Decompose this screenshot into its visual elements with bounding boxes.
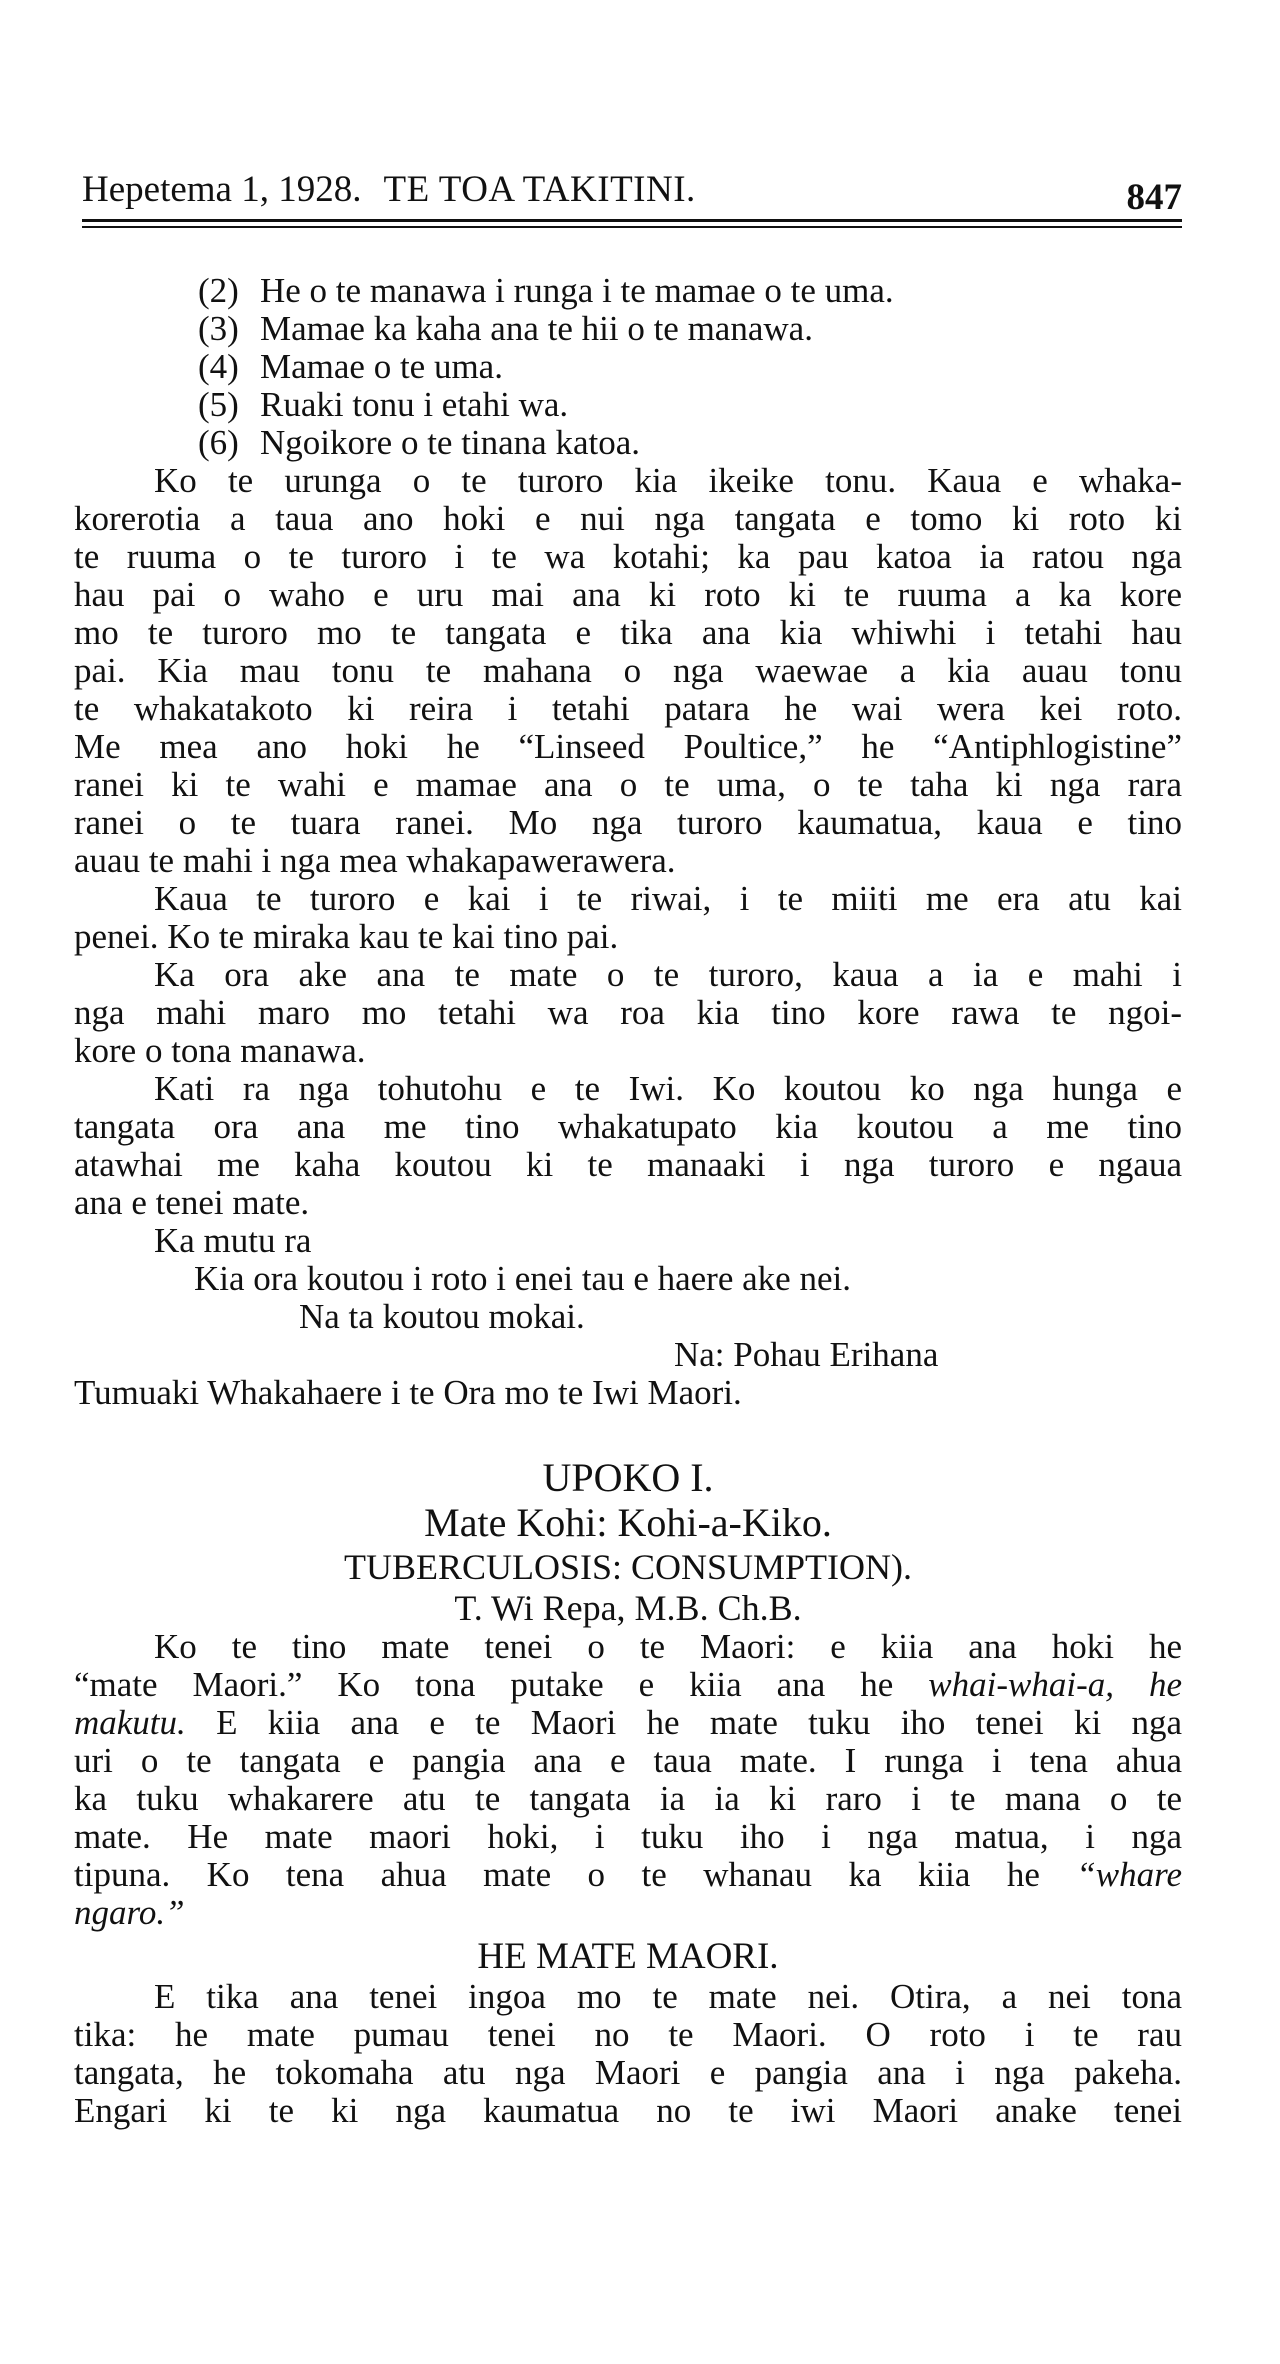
closing-greeting: Kia ora koutou i roto i enei tau e haere ake nei. [194,1260,851,1298]
chapter-subtitle: Mate Kohi: Kohi-a-Kiko. [424,1500,832,1545]
text-line: tipuna. Ko tena ahua mate o te whanau ka kiia he “whare [74,1856,1182,1894]
text-line: auau te mahi i nga mea whakapawerawera. [74,842,676,880]
text-line: tangata, he tokomaha atu nga Maori e pangia ana i nga pakeha. [74,2054,1182,2092]
signatory-position: Tumuaki Whakahaere i te Ora mo te Iwi Maori. [74,1374,742,1412]
symptom-item: (6) Ngoikore o te tinana katoa. [198,424,641,462]
text-line: mate. He mate maori hoki, i tuku iho i nga matua, i nga [74,1818,1182,1856]
text-line: Ko te tino mate tenei o te Maori: e kiia ana hoki he [154,1628,1182,1666]
text-line: uri o te tangata e pangia ana e taua mate. I runga i tena ahua [74,1742,1182,1780]
publication-title: TE TOA TAKITINI. [383,169,696,210]
text-line: ranei ki te wahi e mamae ana o te uma, o te taha ki nga rara [74,766,1182,804]
chapter-author: T. Wi Repa, M.B. Ch.B. [454,1588,802,1628]
symptom-item: (2) He o te manawa i runga i te mamae o te uma. [198,272,894,310]
text-line: pai. Kia mau tonu te mahana o nga waewae a kia auau tonu [74,652,1182,690]
text-line: Kaua te turoro e kai i te riwai, i te miiti me era atu kai [154,880,1182,918]
chapter-english-title: TUBERCULOSIS: CONSUMPTION). [343,1547,913,1587]
symptom-item: (3) Mamae ka kaha ana te hii o te manawa. [198,310,813,348]
text-line: Engari ki te ki nga kaumatua no te iwi Maori anake tenei [74,2092,1182,2130]
symptom-item: (4) Mamae o te uma. [198,348,503,386]
text-line: Kati ra nga tohutohu e te Iwi. Ko koutou ko nga hunga e [154,1070,1182,1108]
page-number: 847 [1126,177,1182,218]
text-line: mo te turoro mo te tangata e tika ana kia whiwhi i tetahi hau [74,614,1182,652]
text-line: Me mea ano hoki he “Linseed Poultice,” he “Antiphlogistine” [74,728,1182,766]
text-line: Ka ora ake ana te mate o te turoro, kaua a ia e mahi i [154,956,1182,994]
text-line: ranei o te tuara ranei. Mo nga turoro kaumatua, kaua e tino [74,804,1182,842]
header-date: Hepetema 1, 1928. [82,169,362,210]
section-heading: HE MATE MAORI. [477,1936,779,1977]
body-text [74,272,1182,2130]
text-line: “mate Maori.” Ko tona putake e kiia ana he whai-whai-a, he [74,1666,1182,1704]
header-rule-thin [82,226,1182,228]
text-line: makutu. E kiia ana e te Maori he mate tuku iho tenei ki nga [74,1704,1182,1742]
closing-salutation: Ka mutu ra [154,1222,312,1260]
text-line: ana e tenei mate. [74,1184,310,1222]
chapter-heading: UPOKO I. [542,1455,714,1500]
text-line: E tika ana tenei ingoa mo te mate nei. Otira, a nei tona [154,1978,1182,2016]
header-left [82,168,696,211]
header-rule-thick [82,219,1182,222]
text-line: atawhai me kaha koutou ki te manaaki i nga turoro e ngaua [74,1146,1182,1184]
signature: Na: Pohau Erihana [674,1336,939,1374]
text-line: te whakatakoto ki reira i tetahi patara he wai wera kei roto. [74,690,1182,728]
text-line: tika: he mate pumau tenei no te Maori. O roto i te rau [74,2016,1182,2054]
text-line: nga mahi maro mo tetahi wa roa kia tino kore rawa te ngoi- [74,994,1182,1032]
running-header [82,168,1182,216]
text-line: hau pai o waho e uru mai ana ki roto ki te ruuma a ka kore [74,576,1182,614]
text-line: korerotia a taua ano hoki e nui nga tangata e tomo ki roto ki [74,500,1182,538]
closing-farewell: Na ta koutou mokai. [299,1298,585,1336]
text-line: kore o tona manawa. [74,1032,366,1070]
section-gap [74,1412,1182,1452]
text-line: penei. Ko te miraka kau te kai tino pai. [74,918,619,956]
text-line: ka tuku whakarere atu te tangata ia ia ki raro i te mana o te [74,1780,1182,1818]
text-line: Ko te urunga o te turoro kia ikeike tonu. Kaua e whaka- [154,462,1182,500]
symptom-item: (5) Ruaki tonu i etahi wa. [198,386,569,424]
text-line: te ruuma o te turoro i te wa kotahi; ka pau katoa ia ratou nga [74,538,1182,576]
text-line: tangata ora ana me tino whakatupato kia koutou a me tino [74,1108,1182,1146]
text-line: ngaro.” [74,1894,185,1932]
